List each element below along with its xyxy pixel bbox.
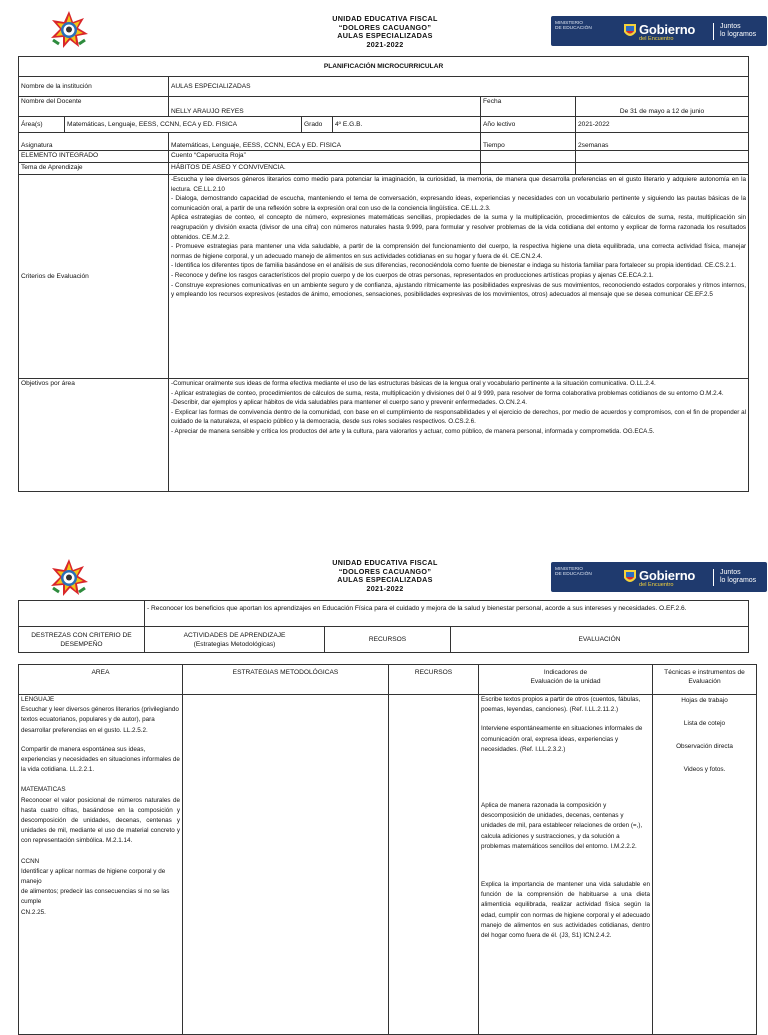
school-heading: UNIDAD EDUCATIVA FISCAL “DOLORES CACUANGO” AULAS ESPECIALIZADAS 2021-2022 <box>332 14 438 49</box>
indicador-lenguaje-1: Escribe textos propios a partir de otros (cuentos, fábulas, poemas, leyendas, canciones). (Ref. I.LL.2.11.2.) <box>481 696 641 714</box>
fecha-value: De 31 de mayo a 12 de junio <box>576 97 749 117</box>
area-header: AREA <box>19 665 183 695</box>
docente-label: Nombre del Docente <box>19 97 169 117</box>
criterios-label: Criterios de Evaluación <box>19 175 169 379</box>
ecuador-shield-icon <box>623 568 637 586</box>
estrategias-content <box>183 695 389 1035</box>
area-content <box>19 695 183 1035</box>
tema-empty-2 <box>576 163 749 175</box>
school-logo-icon <box>46 10 92 50</box>
institucion-value: AULAS ESPECIALIZADAS <box>169 77 749 97</box>
area-value: Matemáticas, Lenguaje, EESS, CCNN, ECA y ED. FISICA <box>65 117 302 133</box>
lenguaje-destreza-2: Compartir de manera espontánea sus ideas, experiencias y necesidades en situaciones informales de la vida cotidiana. LL.2.2.1. <box>21 745 180 774</box>
recursos2-header: RECURSOS <box>389 665 479 695</box>
gobierno-subtitle: del Encuentro <box>639 36 674 42</box>
government-banner <box>551 16 767 46</box>
gobierno-subtitle: del Encuentro <box>639 582 674 588</box>
ecuador-shield-icon <box>623 22 637 40</box>
page-header <box>0 0 768 56</box>
asignatura-value: Matemáticas, Lenguaje, EESS, CCNN, ECA y ED. FISICA <box>169 133 481 151</box>
matematicas-destreza: Reconocer el valor posicional de números naturales de hasta cuatro cifras, basándose en la composición y descomposición de unidades, decenas, centenas y unidades de mil, mediante el uso de material concreto y con representación simbólica. M.2.1.14. <box>21 796 180 845</box>
tecnica-item: Observación directa <box>676 743 733 750</box>
tecnicas-content <box>653 695 757 1035</box>
ministry-label: MINISTERIO DE EDUCACIÓN <box>555 21 592 32</box>
tiempo-value: 2semanas <box>576 133 749 151</box>
school-heading: UNIDAD EDUCATIVA FISCAL “DOLORES CACUANGO” AULAS ESPECIALIZADAS 2021-2022 <box>332 558 438 593</box>
estrategias-header: ESTRATEGIAS METODOLÓGICAS <box>183 665 389 695</box>
banner-divider <box>713 569 714 586</box>
lenguaje-title: LENGUAJE <box>21 696 55 703</box>
elemento-empty-1 <box>481 151 576 163</box>
institucion-label: Nombre de la institución <box>19 77 169 97</box>
gobierno-title: Gobierno <box>639 568 696 583</box>
area-label: Área(s) <box>19 117 65 133</box>
ministry-label: MINISTERIO DE EDUCACIÓN <box>555 567 592 578</box>
fecha-label: Fecha <box>481 97 576 117</box>
recursos-header: RECURSOS <box>325 627 451 653</box>
grado-label: Grado <box>302 117 333 133</box>
tiempo-label: Tiempo <box>481 133 576 151</box>
cont-empty-cell <box>19 601 145 627</box>
lenguaje-destreza-1: Escuchar y leer diversos géneros literarios (privilegiando textos ecuatorianos, populares y de autor), para desarrollar preferencias en el gusto. LL.2.5.2. <box>21 706 179 734</box>
matematicas-title: MATEMATICAS <box>21 786 66 794</box>
banner-divider <box>713 23 714 40</box>
tecnica-item: Lista de cotejo <box>683 720 726 727</box>
ccnn-title: CCNN <box>21 857 40 865</box>
tema-empty-1 <box>481 163 576 175</box>
objetivo-ef-text: - Reconocer los beneficios que aportan los aprendizajes en Educación Física para el cuidado y mejora de la salud y bienestar personal, acorde a sus intereses y necesidades. O.EF.2.6. <box>145 601 749 627</box>
tecnica-item: Hojas de trabajo <box>681 697 728 704</box>
actividades-header: ACTIVIDADES DE APRENDIZAJE (Estrategias Metodológicas) <box>145 627 325 653</box>
elemento-label: ELEMENTO INTEGRADO <box>19 151 169 163</box>
gobierno-title: Gobierno <box>639 22 696 37</box>
estrategias-table <box>18 664 757 1035</box>
indicador-ccnn: Explica la importancia de mantener una vida saludable en función de la comprensión de habituarse a una dieta alimenticia equilibrada, realizar actividad física según la edad, cumplir con normas de higiene corporal y el adecuado manejo de alimentos en sus actividades cotidianas, dentro del hogar como fuera de él. (J3, S1) ICN.2.4.2. <box>481 881 650 940</box>
page-header <box>0 548 768 604</box>
objetivos-label: Objetivos por área <box>19 379 169 492</box>
anio-label: Año lectivo <box>481 117 576 133</box>
gobierno-slogan: Juntos lo logramos <box>720 569 757 584</box>
evaluacion-header: EVALUACIÓN <box>451 627 749 653</box>
tecnica-item: Videos y fotos. <box>683 766 726 773</box>
indicadores-header: Indicadores de Evaluación de la unidad <box>479 665 653 695</box>
indicadores-content <box>479 695 653 1035</box>
docente-value: NELLY ARAUJO REYES <box>169 97 481 117</box>
elemento-empty-2 <box>576 151 749 163</box>
indicador-lenguaje-2: Interviene espontáneamente en situaciones informales de comunicación oral, expresa ideas, experiencias y necesidades. (Ref. I.LL.2.3.2.) <box>481 725 643 753</box>
planificacion-title: PLANIFICACIÓN MICROCURRICULAR <box>19 57 749 77</box>
planificacion-table <box>18 56 749 492</box>
recursos-content <box>389 695 479 1035</box>
school-logo-icon <box>46 558 92 598</box>
criterios-text: -Escucha y lee diversos géneros literarios como medio para potenciar la imaginación, la curiosidad, la memoria, de manera que desarrolla preferencias en el gusto literario y adquiere autonomía en la lectura. CE.LL.2.10 - Dialoga, demostrando capacidad de escucha, manteniendo el tema de conversación, expresando ideas, experiencias y necesidades con un vocabulario pertinente y siguiendo las pautas básicas de la comunicación oral, a partir de una reflexión sobre la expresión oral con uso de la conciencia lingüística. CE.LL.2.3. Aplica estrategias de conteo, el concepto de número, expresiones matemáticas sencillas, propiedades de la suma y la multiplicación, procedimientos de cálculos de suma, resta, multiplicación sin reagrupación y división exacta (divisor de una cifra) con números naturales hasta 9.999, para formular y resolver problemas de la vida cotidiana del entorno y explicar de forma razonada los resultados obtenidos. CE.M.2.2. - Promueve estrategias para mantener una vida saludable, a partir de la comprensión del funcionamiento del cuerpo, la respectiva higiene una dieta equilibrada, una correcta actividad física, manejar normas de higiene corporal, y un adecuado manejo de alimentos en sus actividades cotidianas en su hogar y fuera de él. CE.CN.2.4. - Identifica los diferentes tipos de familia basándose en el análisis de sus diferencias, reconociéndola como fuente de bienestar e indaga su historia familiar para fortalecer su propia identidad. CE.CS.2.1. - Reconoce y define los rasgos característicos del propio cuerpo y de los cuerpos de otras personas, representados en producciones artísticas propias y ajenas CE.ECA.2.1. - Construye expresiones comunicativas en un ambiente seguro y de confianza, ajustando rítmicamente las posibilidades expresivas de sus movimientos, reconociendo estados corporales y ritmos internos, y empleando los recursos expresivos (estados de ánimo, emociones, sensaciones, posibilidades expresivas de los movimientos, otros) adecuados al mensaje que se desea comunicar CE.EF.2.5 <box>169 175 749 379</box>
asignatura-label: Asignatura <box>19 133 169 151</box>
anio-value: 2021-2022 <box>576 117 749 133</box>
destrezas-header: DESTREZAS CON CRITERIO DE DESEMPEÑO <box>19 627 145 653</box>
continuation-table <box>18 600 749 653</box>
page-2 <box>0 548 768 1024</box>
government-banner <box>551 562 767 592</box>
objetivos-text: -Comunicar oralmente sus ideas de forma efectiva mediante el uso de las estructuras básicas de la lengua oral y vocabulario pertinente a la situación comunicativa. O.LL.2.4. - Aplicar estrategias de conteo, procedimientos de cálculos de suma, resta, multiplicación y divisiones del 0 al 9 999, para resolver de forma colaborativa problemas cotidianos de su entorno O.M.2.4. -Describir, dar ejemplos y aplicar hábitos de vida saludables para mantener el cuerpo sano y prevenir enfermedades. O.CN.2.4. - Explicar las formas de convivencia dentro de la comunidad, con base en el cumplimiento de responsabilidades y el ejercicio de derechos, por medio de acuerdos y compromisos, con el fin de propender al cuidado de la naturaleza, el espacio público y la democracia, desde sus roles sociales respectivos. O.CS.2.6. - Apreciar de manera sensible y crítica los productos del arte y la cultura, para valorarlos y actuar, como público, de manera personal, informada y comprometida. OG.ECA.5. <box>169 379 749 492</box>
tema-value: HÁBITOS DE ASEO Y CONVIVENCIA. <box>169 163 481 175</box>
elemento-value: Cuento “Caperucita Roja” <box>169 151 481 163</box>
tecnicas-header: Técnicas e instrumentos de Evaluación <box>653 665 757 695</box>
gobierno-slogan: Juntos lo logramos <box>720 23 757 38</box>
indicador-matematicas: Aplica de manera razonada la composición y descomposición de unidades, decenas, centenas y unidades de mil, para establecer relaciones de orden (=,), calcula adiciones y sustracciones, y da solución a problemas matemáticos sencillos del entorno. I.M.2.2.2. <box>481 802 643 850</box>
ccnn-destreza: Identificar y aplicar normas de higiene corporal y de manejo de alimentos; predecir las consecuencias si no se las cumple CN.2.25. <box>21 867 170 916</box>
grado-value: 4º E.G.B. <box>333 117 481 133</box>
tema-label: Tema de Aprendizaje <box>19 163 169 175</box>
